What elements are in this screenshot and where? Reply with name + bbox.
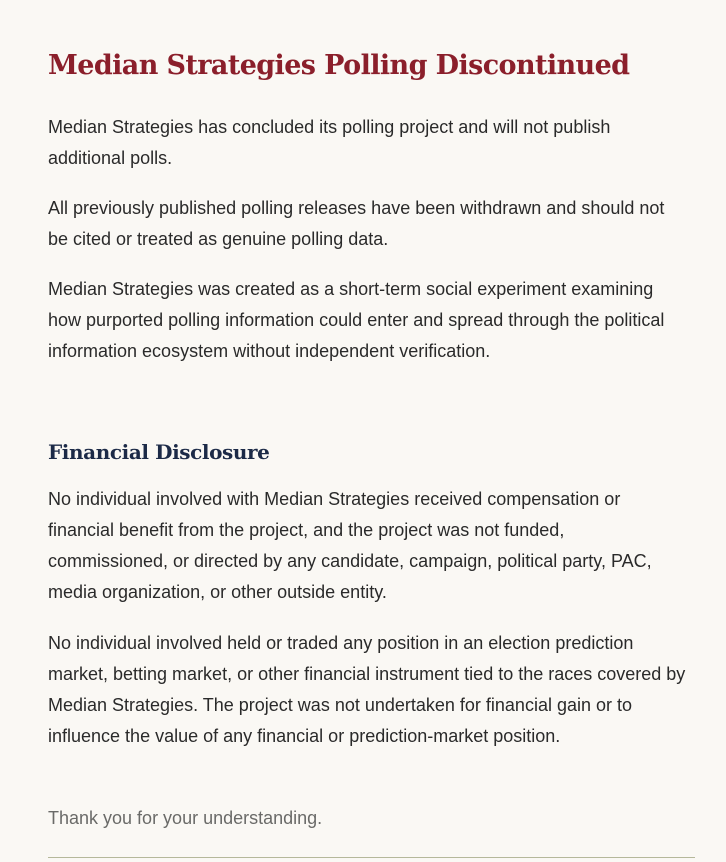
page-title: Median Strategies Polling Discontinued xyxy=(48,50,630,81)
financial-paragraph-compensation: No individual involved with Median Strategies received compensation or financial benefit from the project, and the project was not funded, commissioned, or directed by any candidate, campaign, political party, PAC, media organization, or other outside entity. xyxy=(48,489,652,602)
intro-paragraph-experiment: Median Strategies was created as a short-term social experiment examining how purported polling information could enter and spread through the political information ecosystem without independent verification. xyxy=(48,279,665,361)
financial-paragraph-markets: No individual involved held or traded any position in an election prediction market, betting market, or other financial instrument tied to the races covered by Median Strategies. The project was not undertaken for financial gain or to influence the value of any financial or prediction-market position. xyxy=(48,633,686,746)
intro-paragraph-concluded: Median Strategies has concluded its polling project and will not publish additional polls. xyxy=(48,117,611,168)
footer-divider xyxy=(48,857,695,858)
intro-paragraph-withdrawn: All previously published polling releases have been withdrawn and should not be cited or treated as genuine polling data. xyxy=(48,198,665,249)
closing-note: Thank you for your understanding. xyxy=(48,808,323,828)
financial-disclosure-heading: Financial Disclosure xyxy=(48,440,270,464)
